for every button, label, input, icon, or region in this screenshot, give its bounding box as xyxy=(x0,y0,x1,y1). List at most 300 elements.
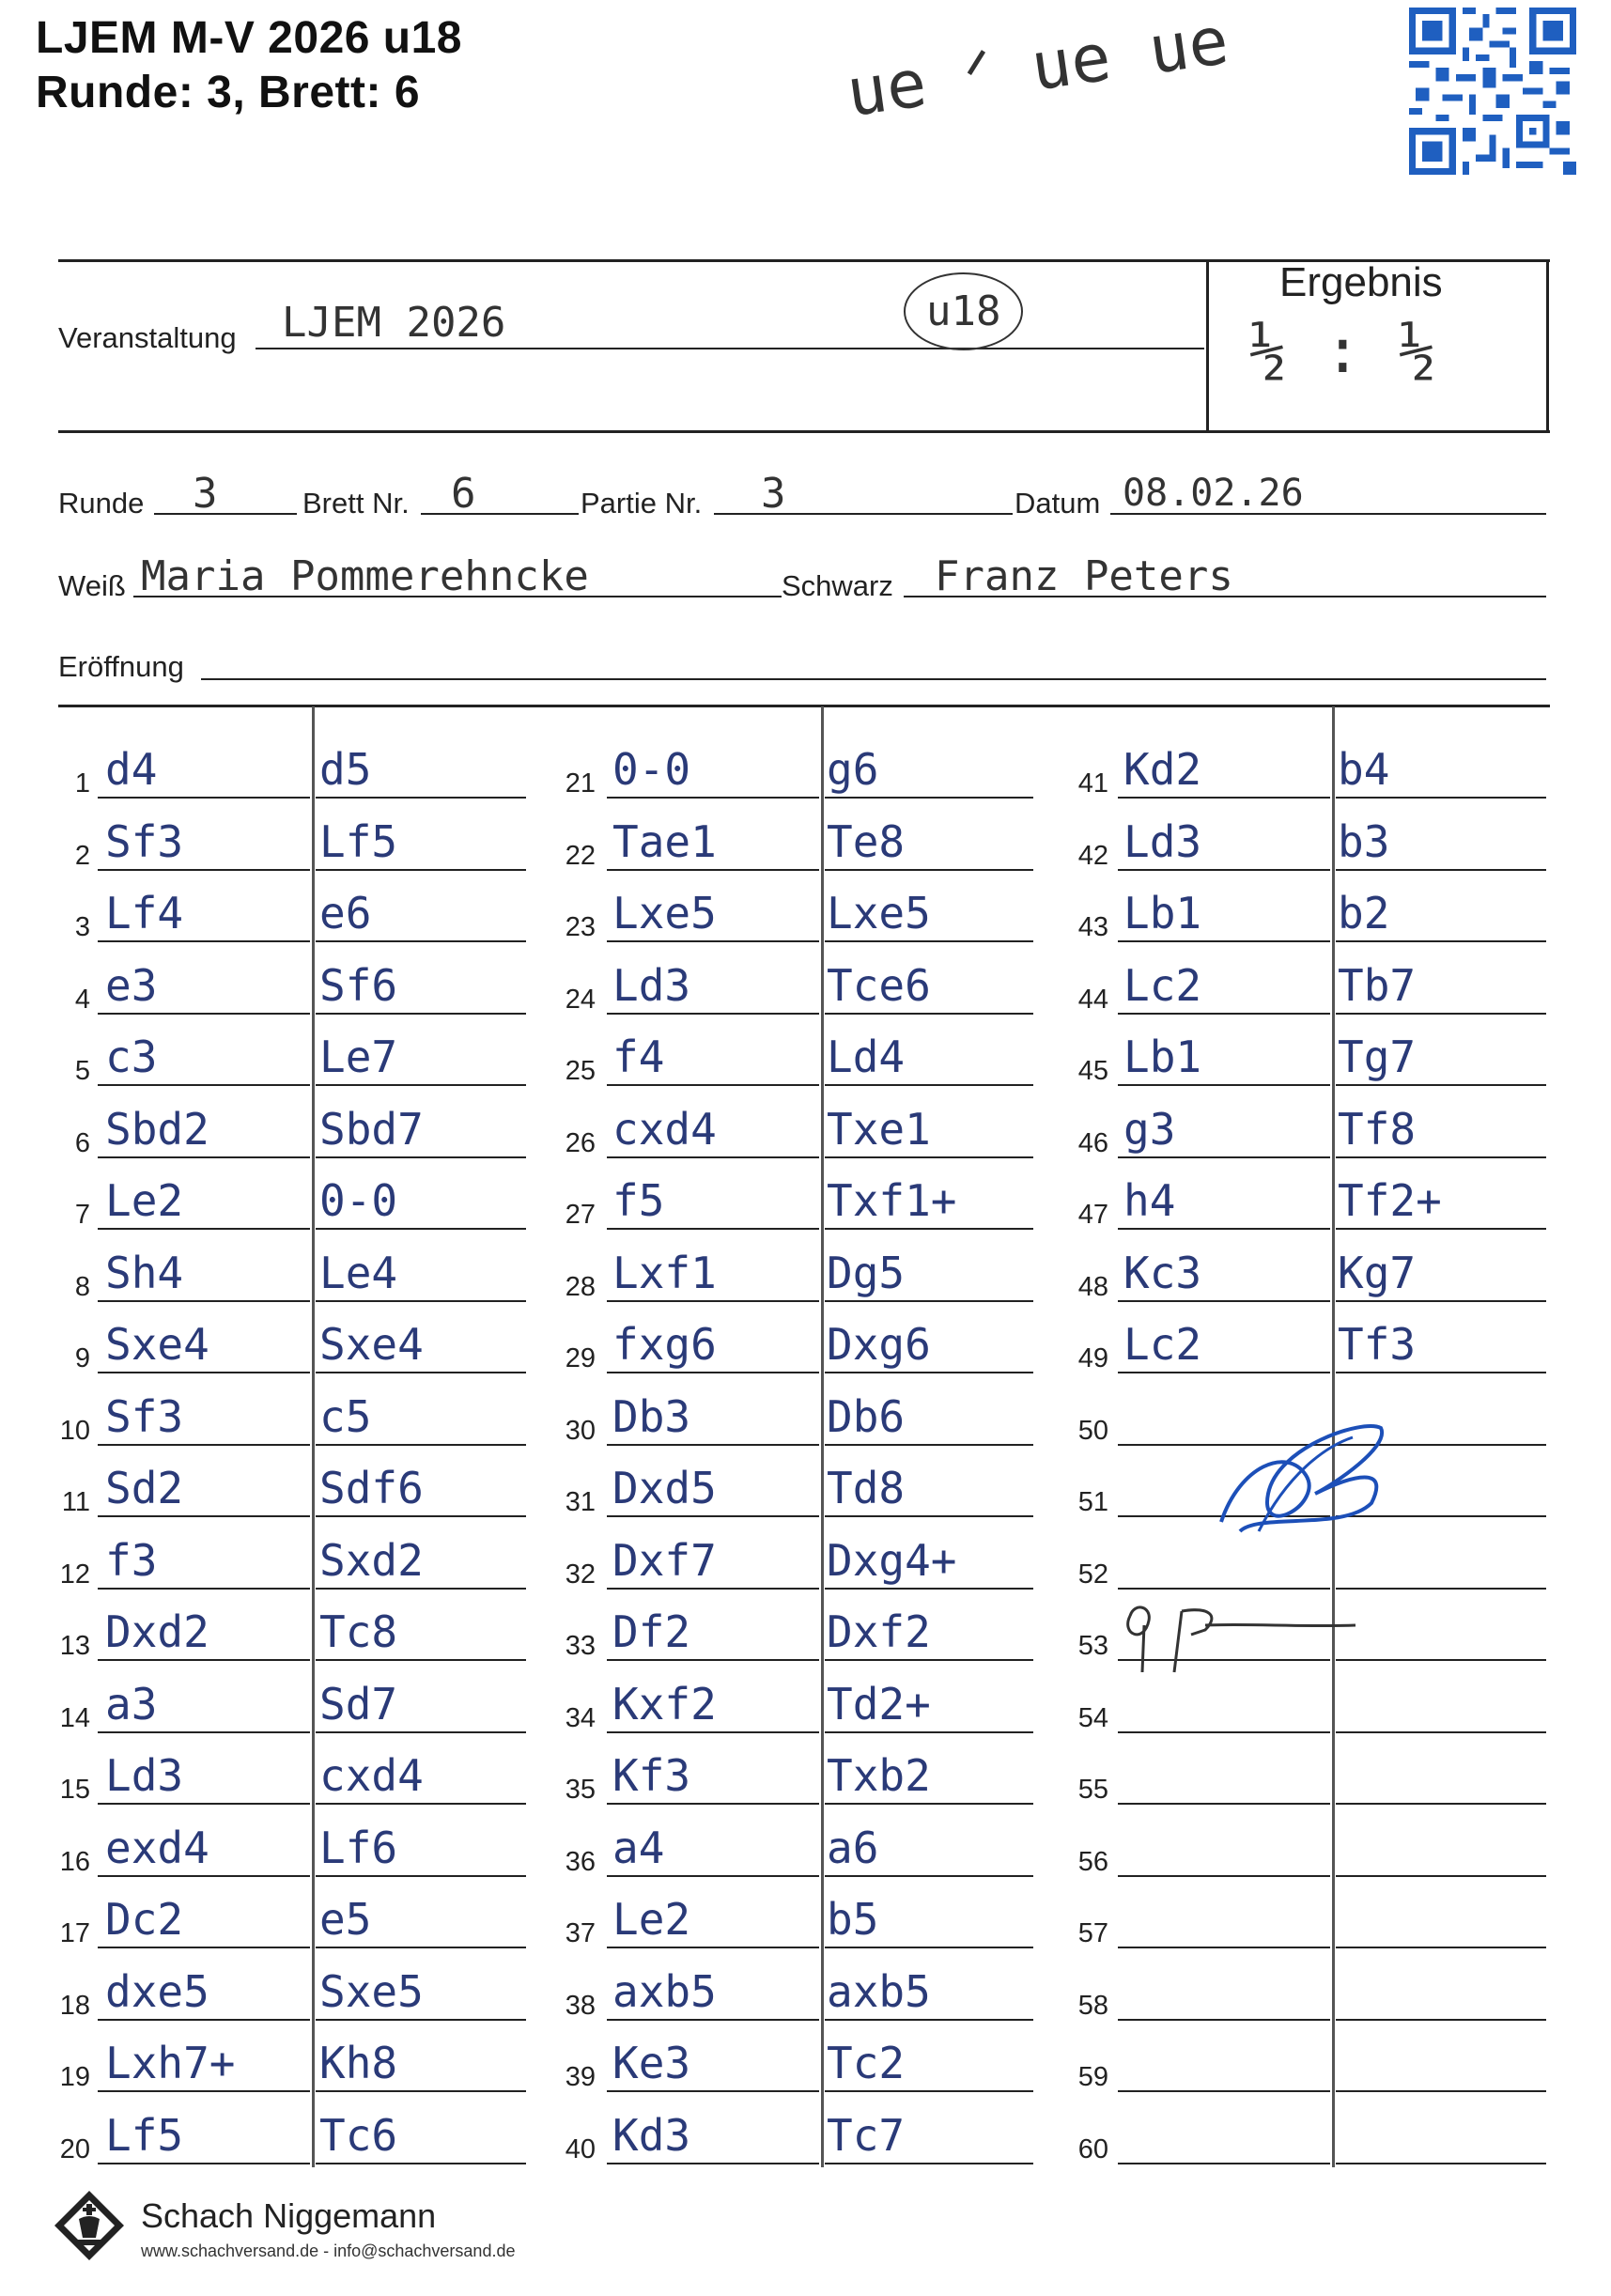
white-move-underline xyxy=(1118,869,1330,871)
move-number: 2 xyxy=(74,840,90,871)
white-move-underline xyxy=(98,2163,310,2164)
black-move-underline xyxy=(825,1803,1033,1805)
black-move-underline xyxy=(316,1228,526,1230)
move-number: 22 xyxy=(565,840,596,871)
black-move: cxd4 xyxy=(319,1750,424,1801)
white-move: Ld3 xyxy=(612,959,691,1011)
black-move: e6 xyxy=(319,888,372,939)
result-label: Ergebnis xyxy=(1279,259,1443,305)
move-number: 30 xyxy=(565,1415,596,1446)
black-move: Tb7 xyxy=(1338,959,1417,1011)
white-move: e3 xyxy=(105,959,158,1011)
white-move: Lb1 xyxy=(1123,888,1202,939)
white-move-underline xyxy=(1118,1731,1330,1733)
black-move: Kg7 xyxy=(1338,1247,1417,1298)
move-number: 45 xyxy=(1077,1056,1108,1086)
white-move-underline xyxy=(607,2163,819,2164)
opening-underline xyxy=(201,678,1546,680)
black-move-underline xyxy=(1336,1300,1546,1302)
move-number: 38 xyxy=(565,1990,596,2021)
white-move: Lxe5 xyxy=(612,888,717,939)
black-move: g6 xyxy=(827,744,879,795)
white-move: Df2 xyxy=(612,1606,691,1657)
black-move: Txf1+ xyxy=(827,1175,957,1226)
black-move: Dxf2 xyxy=(827,1606,931,1657)
black-move-underline xyxy=(316,1588,526,1590)
move-number: 35 xyxy=(565,1775,596,1805)
black-move: Tg7 xyxy=(1338,1032,1417,1082)
white-move-underline xyxy=(98,1515,310,1517)
black-move-underline xyxy=(1336,940,1546,942)
white-move-underline xyxy=(1118,2163,1330,2164)
black-move: Tc2 xyxy=(827,2038,906,2088)
board-value: 6 xyxy=(451,470,476,518)
black-move: 0-0 xyxy=(319,1175,398,1226)
move-number: 14 xyxy=(59,1702,90,1733)
move-number: 5 xyxy=(74,1056,90,1086)
white-move: Le2 xyxy=(612,1894,691,1945)
game-value: 3 xyxy=(761,470,786,518)
white-move: Sh4 xyxy=(105,1247,184,1298)
black-signature xyxy=(1202,1409,1409,1564)
black-move: Tf8 xyxy=(1338,1103,1417,1155)
white-move: exd4 xyxy=(105,1822,209,1873)
black-move: Dg5 xyxy=(827,1247,906,1298)
white-move-underline xyxy=(1118,1156,1330,1158)
move-number: 53 xyxy=(1077,1631,1108,1661)
white-move-underline xyxy=(1118,1875,1330,1877)
result-value: ½ : ½ xyxy=(1249,315,1436,387)
black-move: Lf6 xyxy=(319,1822,398,1873)
move-number: 43 xyxy=(1077,912,1108,942)
white-move-underline xyxy=(1118,2019,1330,2021)
white-move: c3 xyxy=(105,1032,158,1082)
move-number: 56 xyxy=(1077,1846,1108,1877)
black-move: Tf3 xyxy=(1338,1319,1417,1370)
white-move-underline xyxy=(98,1659,310,1661)
move-number: 15 xyxy=(59,1775,90,1805)
black-move-underline xyxy=(316,2019,526,2021)
black-move: Kh8 xyxy=(319,2038,398,2088)
white-move: f4 xyxy=(612,1032,665,1082)
black-move: Db6 xyxy=(827,1390,906,1442)
black-move-underline xyxy=(825,940,1033,942)
move-number: 57 xyxy=(1077,1918,1108,1948)
black-move-underline xyxy=(316,2090,526,2092)
white-move: Sd2 xyxy=(105,1463,184,1513)
white-move-underline xyxy=(1118,797,1330,799)
white-move-underline xyxy=(1118,1947,1330,1948)
black-move: d5 xyxy=(319,744,372,795)
black-move-underline xyxy=(316,1947,526,1948)
white-move: Dxd2 xyxy=(105,1606,209,1657)
white-move: Lc2 xyxy=(1123,1319,1202,1370)
column-divider-1 xyxy=(312,706,315,2167)
black-move-underline xyxy=(316,940,526,942)
white-label: Weiß xyxy=(58,569,126,602)
black-move-underline xyxy=(316,1803,526,1805)
black-move-underline xyxy=(825,1372,1033,1373)
white-move-underline xyxy=(607,1947,819,1948)
white-move: Sf3 xyxy=(105,1390,184,1442)
black-label: Schwarz xyxy=(782,569,893,602)
black-move-underline xyxy=(1336,1228,1546,1230)
move-number: 41 xyxy=(1077,768,1108,799)
white-move: Lf5 xyxy=(105,2109,184,2161)
white-move: Sbd2 xyxy=(105,1103,209,1155)
move-number: 18 xyxy=(59,1990,90,2021)
white-move-underline xyxy=(607,869,819,871)
black-move: Le7 xyxy=(319,1032,398,1082)
white-move: d4 xyxy=(105,744,158,795)
move-number: 47 xyxy=(1077,1200,1108,1230)
white-move: Ke3 xyxy=(612,2038,691,2088)
move-number: 58 xyxy=(1077,1990,1108,2021)
black-move-underline xyxy=(1336,1013,1546,1015)
white-move-underline xyxy=(607,1803,819,1805)
white-move: dxe5 xyxy=(105,1965,209,2017)
qr-code-icon xyxy=(1409,8,1576,175)
white-move: Kd2 xyxy=(1123,744,1202,795)
white-move-underline xyxy=(98,1300,310,1302)
move-number: 10 xyxy=(59,1415,90,1446)
black-move-underline xyxy=(825,1947,1033,1948)
white-move-underline xyxy=(98,1444,310,1446)
move-number: 46 xyxy=(1077,1127,1108,1158)
move-number: 40 xyxy=(565,2133,596,2164)
opening-label: Eröffnung xyxy=(58,650,184,683)
move-number: 13 xyxy=(59,1631,90,1661)
black-move-underline xyxy=(1336,869,1546,871)
black-move: a6 xyxy=(827,1822,879,1873)
white-move-underline xyxy=(607,1156,819,1158)
black-move-underline xyxy=(316,1084,526,1086)
black-move-underline xyxy=(1336,2163,1546,2164)
move-number: 20 xyxy=(59,2133,90,2164)
move-number: 32 xyxy=(565,1559,596,1590)
black-move-underline xyxy=(825,1156,1033,1158)
move-number: 17 xyxy=(59,1918,90,1948)
black-move: Dxg4+ xyxy=(827,1534,957,1586)
move-number: 9 xyxy=(74,1343,90,1373)
white-move-underline xyxy=(98,1588,310,1590)
move-number: 50 xyxy=(1077,1415,1108,1446)
black-move-underline xyxy=(825,1515,1033,1517)
white-move: Dxf7 xyxy=(612,1534,717,1586)
white-player-name: Maria Pommerehncke xyxy=(141,552,589,600)
black-move: Td2+ xyxy=(827,1678,931,1730)
move-number: 7 xyxy=(74,1200,90,1230)
game-underline xyxy=(714,513,1013,515)
black-move-underline xyxy=(825,1588,1033,1590)
black-move-underline xyxy=(825,1013,1033,1015)
white-move: Dxd5 xyxy=(612,1463,717,1513)
move-number: 21 xyxy=(565,768,596,799)
white-move-underline xyxy=(98,1803,310,1805)
white-move: Lxf1 xyxy=(612,1247,717,1298)
black-move: Sd7 xyxy=(319,1678,398,1730)
white-move-underline xyxy=(1118,940,1330,942)
event-box-bottom-border xyxy=(58,430,1550,433)
black-move-underline xyxy=(316,1659,526,1661)
move-number: 36 xyxy=(565,1846,596,1877)
white-move-underline xyxy=(607,940,819,942)
white-move-underline xyxy=(98,797,310,799)
white-move-underline xyxy=(607,1588,819,1590)
black-move: axb5 xyxy=(827,1965,931,2017)
black-move: b4 xyxy=(1338,744,1390,795)
black-move-underline xyxy=(1336,1875,1546,1877)
board-underline xyxy=(421,513,579,515)
white-move: Kc3 xyxy=(1123,1247,1202,1298)
event-extra: u18 xyxy=(904,272,1023,350)
white-move-underline xyxy=(98,1013,310,1015)
move-number: 31 xyxy=(565,1487,596,1517)
move-number: 12 xyxy=(59,1559,90,1590)
header-scribble: ue ᐟ ue ue xyxy=(842,1,1233,132)
white-move: Kxf2 xyxy=(612,1678,717,1730)
event-label: Veranstaltung xyxy=(58,321,237,354)
white-move-underline xyxy=(98,1084,310,1086)
white-move-underline xyxy=(98,1875,310,1877)
black-move: Sxe4 xyxy=(319,1319,424,1370)
black-move: Lf5 xyxy=(319,815,398,867)
white-move-underline xyxy=(1118,1372,1330,1373)
white-move: Ld3 xyxy=(105,1750,184,1801)
black-move: Lxe5 xyxy=(827,888,931,939)
black-move-underline xyxy=(1336,1731,1546,1733)
round-underline xyxy=(154,513,297,515)
black-move-underline xyxy=(1336,1588,1546,1590)
white-move-underline xyxy=(607,1372,819,1373)
game-label: Partie Nr. xyxy=(581,487,703,520)
move-number: 1 xyxy=(74,768,90,799)
move-number: 60 xyxy=(1077,2133,1108,2164)
move-number: 37 xyxy=(565,1918,596,1948)
move-number: 23 xyxy=(565,912,596,942)
white-move-underline xyxy=(98,1947,310,1948)
white-move-underline xyxy=(98,2090,310,2092)
black-move: Te8 xyxy=(827,815,906,867)
white-move: a4 xyxy=(612,1822,665,1873)
white-move: Lxh7+ xyxy=(105,2038,236,2088)
move-number: 26 xyxy=(565,1127,596,1158)
move-number: 6 xyxy=(74,1127,90,1158)
black-move-underline xyxy=(1336,2090,1546,2092)
white-move-underline xyxy=(98,1731,310,1733)
black-move: e5 xyxy=(319,1894,372,1945)
white-move-underline xyxy=(607,1228,819,1230)
event-value: LJEM 2026 xyxy=(282,299,506,347)
black-move: Tc8 xyxy=(319,1606,398,1657)
move-number: 25 xyxy=(565,1056,596,1086)
black-move-underline xyxy=(316,1515,526,1517)
move-number: 19 xyxy=(59,2062,90,2092)
move-number: 27 xyxy=(565,1200,596,1230)
white-move: Ld3 xyxy=(1123,815,1202,867)
white-move-underline xyxy=(607,1444,819,1446)
move-number: 4 xyxy=(74,984,90,1015)
black-move-underline xyxy=(316,869,526,871)
black-move-underline xyxy=(1336,1156,1546,1158)
move-number: 51 xyxy=(1077,1487,1108,1517)
black-move-underline xyxy=(1336,1947,1546,1948)
black-move-underline xyxy=(1336,1084,1546,1086)
move-number: 16 xyxy=(59,1846,90,1877)
black-move-underline xyxy=(316,1444,526,1446)
black-move-underline xyxy=(316,2163,526,2164)
white-move-underline xyxy=(607,1013,819,1015)
date-value: 08.02.26 xyxy=(1123,472,1304,515)
move-number: 59 xyxy=(1077,2062,1108,2092)
black-move-underline xyxy=(825,869,1033,871)
white-move-underline xyxy=(1118,1803,1330,1805)
black-move: Tce6 xyxy=(827,959,931,1011)
white-move: Lc2 xyxy=(1123,959,1202,1011)
white-move: g3 xyxy=(1123,1103,1176,1155)
footer-brand: Schach Niggemann xyxy=(141,2196,437,2235)
black-move-underline xyxy=(825,1659,1033,1661)
result-box-left-border xyxy=(1206,259,1209,430)
black-move-underline xyxy=(316,797,526,799)
black-move-underline xyxy=(825,2019,1033,2021)
move-number: 3 xyxy=(74,912,90,942)
black-move-underline xyxy=(1336,2019,1546,2021)
white-move-underline xyxy=(607,1515,819,1517)
white-move: Lf4 xyxy=(105,888,184,939)
move-number: 42 xyxy=(1077,840,1108,871)
black-move-underline xyxy=(1336,1659,1546,1661)
black-move: Sf6 xyxy=(319,959,398,1011)
white-move: cxd4 xyxy=(612,1103,717,1155)
white-move-underline xyxy=(607,1300,819,1302)
white-move-underline xyxy=(98,2019,310,2021)
white-move: Dc2 xyxy=(105,1894,184,1945)
black-move-underline xyxy=(825,1300,1033,1302)
black-move-underline xyxy=(316,1372,526,1373)
black-move: c5 xyxy=(319,1390,372,1442)
white-move: h4 xyxy=(1123,1175,1176,1226)
move-number: 29 xyxy=(565,1343,596,1373)
black-move-underline xyxy=(316,1156,526,1158)
move-number: 55 xyxy=(1077,1775,1108,1805)
white-move-underline xyxy=(607,1731,819,1733)
black-player-name: Franz Peters xyxy=(935,552,1233,600)
white-signature xyxy=(1116,1597,1360,1686)
black-move-underline xyxy=(316,1013,526,1015)
white-move-underline xyxy=(607,1875,819,1877)
black-move-underline xyxy=(316,1875,526,1877)
sheet-title-line2: Runde: 3, Brett: 6 xyxy=(36,68,421,117)
black-move: Sdf6 xyxy=(319,1463,424,1513)
white-move: fxg6 xyxy=(612,1319,717,1370)
white-move-underline xyxy=(607,1659,819,1661)
column-divider-2 xyxy=(821,706,824,2167)
black-move: b3 xyxy=(1338,815,1390,867)
white-move: Sxe4 xyxy=(105,1319,209,1370)
black-move-underline xyxy=(1336,1803,1546,1805)
round-value: 3 xyxy=(193,470,218,518)
round-label: Runde xyxy=(58,487,145,520)
event-underline xyxy=(256,348,1204,349)
move-number: 28 xyxy=(565,1271,596,1302)
date-label: Datum xyxy=(1015,487,1101,520)
black-move: Le4 xyxy=(319,1247,398,1298)
move-number: 34 xyxy=(565,1702,596,1733)
white-move: Kf3 xyxy=(612,1750,691,1801)
white-move-underline xyxy=(98,1156,310,1158)
white-move-underline xyxy=(98,1228,310,1230)
white-move-underline xyxy=(98,869,310,871)
black-move-underline xyxy=(316,1300,526,1302)
black-move-underline xyxy=(1336,797,1546,799)
board-label: Brett Nr. xyxy=(302,487,410,520)
white-move: Sf3 xyxy=(105,815,184,867)
white-move: Kd3 xyxy=(612,2109,691,2161)
white-move: Lb1 xyxy=(1123,1032,1202,1082)
result-box-right-border xyxy=(1546,259,1549,430)
black-move-underline xyxy=(825,1084,1033,1086)
white-move: f3 xyxy=(105,1534,158,1586)
black-move: Td8 xyxy=(827,1463,906,1513)
black-move: Sxd2 xyxy=(319,1534,424,1586)
move-number: 52 xyxy=(1077,1559,1108,1590)
black-move: Txe1 xyxy=(827,1103,931,1155)
black-move-underline xyxy=(825,1444,1033,1446)
move-number: 39 xyxy=(565,2062,596,2092)
move-number: 11 xyxy=(61,1487,90,1517)
black-move: Sbd7 xyxy=(319,1103,424,1155)
white-move: axb5 xyxy=(612,1965,717,2017)
white-move: Db3 xyxy=(612,1390,691,1442)
white-move-underline xyxy=(1118,1084,1330,1086)
move-number: 54 xyxy=(1077,1702,1108,1733)
white-move-underline xyxy=(1118,1588,1330,1590)
white-move: f5 xyxy=(612,1175,665,1226)
chess-king-icon xyxy=(53,2189,126,2262)
move-number: 48 xyxy=(1077,1271,1108,1302)
white-move-underline xyxy=(607,1084,819,1086)
black-move: Tc6 xyxy=(319,2109,398,2161)
white-move: Tae1 xyxy=(612,815,717,867)
white-move: Le2 xyxy=(105,1175,184,1226)
move-number: 49 xyxy=(1077,1343,1108,1373)
white-move-underline xyxy=(1118,1228,1330,1230)
white-move-underline xyxy=(607,2090,819,2092)
white-move-underline xyxy=(98,1372,310,1373)
black-move: Tf2+ xyxy=(1338,1175,1442,1226)
black-move: Tc7 xyxy=(827,2109,906,2161)
move-number: 24 xyxy=(565,984,596,1015)
black-move-underline xyxy=(825,2090,1033,2092)
black-move-underline xyxy=(825,1875,1033,1877)
white-move-underline xyxy=(1118,1013,1330,1015)
black-move-underline xyxy=(825,1731,1033,1733)
move-number: 44 xyxy=(1077,984,1108,1015)
white-move: a3 xyxy=(105,1678,158,1730)
black-move: Ld4 xyxy=(827,1032,906,1082)
moves-table-top-border xyxy=(58,705,1550,707)
black-move: Txb2 xyxy=(827,1750,931,1801)
black-move: b2 xyxy=(1338,888,1390,939)
white-move-underline xyxy=(1118,2090,1330,2092)
black-move: b5 xyxy=(827,1894,879,1945)
move-number: 8 xyxy=(74,1271,90,1302)
black-move: Sxe5 xyxy=(319,1965,424,2017)
black-move-underline xyxy=(825,1228,1033,1230)
footer-contact: www.schachversand.de - info@schachversand.de xyxy=(141,2242,516,2260)
black-move-underline xyxy=(825,2163,1033,2164)
